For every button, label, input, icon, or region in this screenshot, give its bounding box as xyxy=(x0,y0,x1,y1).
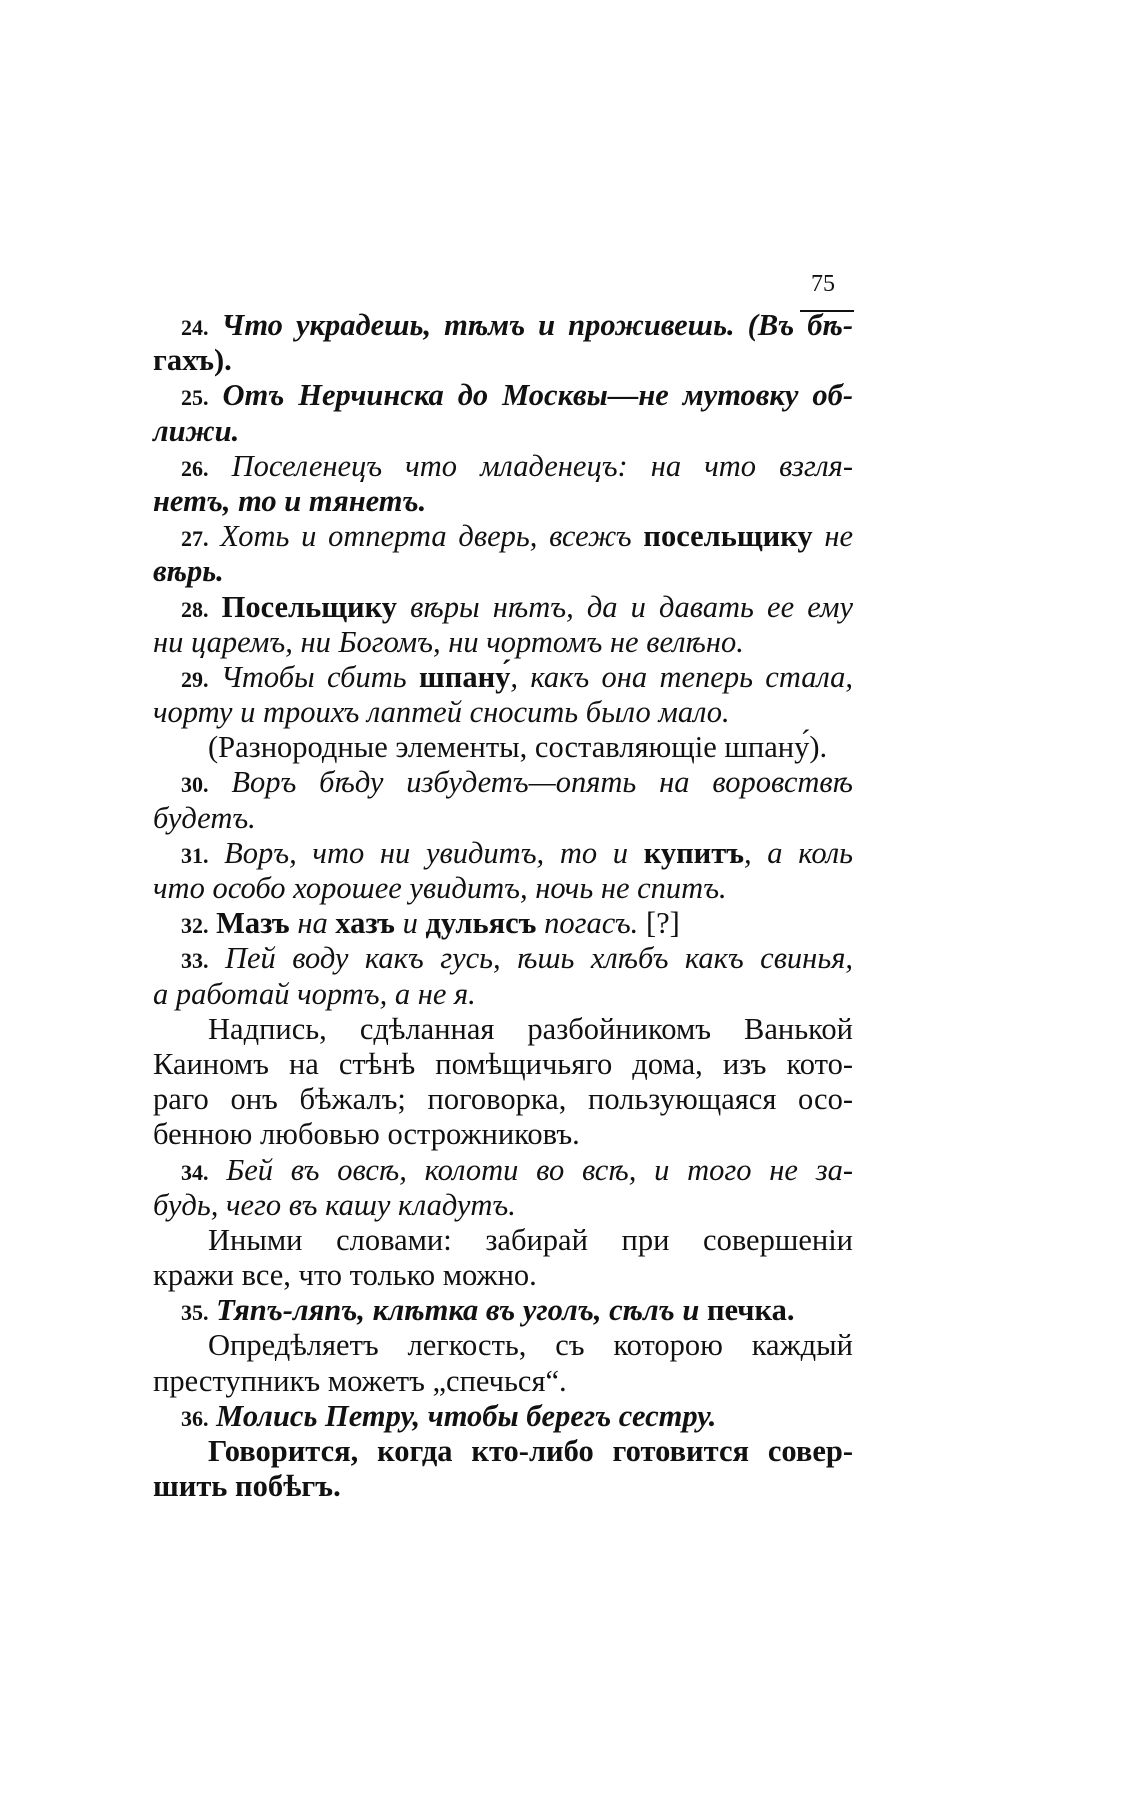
entry-33-line-2: а работай чортъ, а не я. xyxy=(153,976,476,1011)
kain-paragraph-line-2: Каиномъ на стѣнѣ помѣщичьяго дома, изъ кото- xyxy=(153,1046,853,1081)
slang-word: печка xyxy=(706,1293,787,1328)
proverb-text: Тяпъ-ляпъ, клѣтка въ уголъ, сѣлъ и xyxy=(216,1293,707,1328)
entry-29-note: (Разнородные элементы, составляющіе шпану́). xyxy=(208,730,828,765)
proverb-text: Бей въ овсѣ, колоти во всѣ, и того не за- xyxy=(226,1152,853,1187)
proverb-text: , а коль xyxy=(744,835,854,870)
proverb-text: . xyxy=(786,1293,795,1328)
entry-27-line-1 xyxy=(153,519,853,554)
entry-31-line-2: что особо хорошее увидитъ, ночь не спитъ. xyxy=(153,871,727,905)
entry-25-line-2: лижи. xyxy=(153,413,240,448)
proverb-text: вѣры нѣтъ, да и давать ее ему xyxy=(397,589,854,624)
entry-number: 33. xyxy=(181,948,209,974)
entry-28-line-1 xyxy=(153,590,853,625)
kain-paragraph-line-1: Надпись, сдѣланная разбойникомъ Ванькой xyxy=(208,1011,853,1046)
entry-number: 27. xyxy=(181,526,209,552)
proverb-text: Поселенецъ что младенецъ: на что взгля- xyxy=(231,448,853,483)
entry-25-line-1 xyxy=(153,378,853,413)
slang-word: купитъ xyxy=(643,835,745,870)
entry-30-line-1 xyxy=(153,765,853,800)
entry-24-line-2: гахъ). xyxy=(153,343,232,378)
proverb-text: Пей воду какъ гусь, ѣшь хлѣбъ какъ свинья, xyxy=(224,941,854,976)
page-number: 75 xyxy=(811,271,835,297)
entry-34-line-2: будь, чего въ кашу кладутъ. xyxy=(153,1187,516,1222)
entry-31-line-1 xyxy=(153,836,853,871)
entry-number: 24. xyxy=(181,315,209,340)
entry-number: 31. xyxy=(181,842,209,868)
paragraph-34-line-2: кражи все, что только можно. xyxy=(153,1258,537,1293)
entry-24-line-1 xyxy=(153,308,853,343)
paragraph-36-line-1: Говорится, когда кто-либо готовится совер- xyxy=(208,1434,853,1468)
entry-26-line-1 xyxy=(153,449,853,484)
entry-number: 35. xyxy=(181,1300,209,1326)
proverb-text: Молись Петру, чтобы берегъ сестру. xyxy=(216,1398,717,1433)
slang-word: Посельщику xyxy=(221,589,398,624)
proverb-text: Воръ, что ни увидитъ, то и xyxy=(224,835,644,870)
entry-number: 32. xyxy=(181,913,209,939)
slang-word: посельщику xyxy=(643,519,813,554)
proverb-text: Чтобы сбить xyxy=(220,659,419,694)
entry-33-line-1 xyxy=(153,941,853,976)
entry-number: 25. xyxy=(181,385,209,411)
proverb-text: Воръ бѣду избудетъ—опять на воровствѣ xyxy=(231,765,853,800)
entry-30-line-2: будетъ. xyxy=(153,800,256,835)
kain-paragraph-line-4: бенною любовью острожниковъ. xyxy=(153,1117,580,1152)
entry-28-line-2: ни царемъ, ни Богомъ, ни чортомъ не велѣно. xyxy=(153,624,744,659)
uncertainty-mark: [?] xyxy=(645,906,680,941)
paragraph-35-line-1: Опредѣляетъ легкость, съ которою каждый xyxy=(208,1328,853,1363)
entry-27-line-2: вѣрь. xyxy=(153,554,224,589)
slang-word: хазъ xyxy=(335,906,395,941)
entry-29-line-2: чорту и троихъ лаптей сносить было мало. xyxy=(153,695,730,730)
proverb-text: и xyxy=(394,906,426,941)
proverb-text: на xyxy=(289,906,336,941)
entry-number: 26. xyxy=(181,455,209,481)
entry-number: 29. xyxy=(181,666,209,692)
kain-paragraph-line-3: раго онъ бѣжалъ; поговорка, пользующаяся осо- xyxy=(153,1082,853,1117)
proverb-text: Что украдешь, тѣмъ и проживешь. (Въ бѣ- xyxy=(221,308,853,342)
paragraph-35-line-2: преступникъ можетъ „спечься“. xyxy=(153,1363,567,1398)
entry-36-line-1 xyxy=(153,1399,853,1434)
entry-number: 34. xyxy=(181,1159,209,1185)
paragraph-36-line-2: шить побѣгъ. xyxy=(153,1469,341,1504)
entry-number: 28. xyxy=(181,596,209,622)
entry-32-line-1 xyxy=(153,906,853,941)
proverb-text: погасъ. xyxy=(536,906,646,941)
slang-word: шпану́ xyxy=(419,659,511,694)
proverb-text: Хоть и отперта дверь, всежъ xyxy=(220,519,644,554)
proverb-text: Отъ Нерчинска до Москвы—не мутовку об- xyxy=(222,378,854,413)
proverb-text: не xyxy=(812,519,854,554)
text-block xyxy=(153,308,853,1504)
proverb-text: , какъ она теперь стала, xyxy=(510,659,854,694)
entry-29-line-1 xyxy=(153,660,853,695)
slang-word: дульясъ xyxy=(425,906,537,941)
entry-number: 30. xyxy=(181,772,209,798)
paragraph-34-line-1: Иными словами: забирай при совершеніи xyxy=(208,1222,853,1257)
entry-number: 36. xyxy=(181,1405,209,1431)
slang-word: Мазъ xyxy=(216,906,290,941)
entry-26-line-2: нетъ, то и тянетъ. xyxy=(153,483,427,518)
entry-35-line-1 xyxy=(153,1293,853,1328)
entry-34-line-1 xyxy=(153,1153,853,1188)
